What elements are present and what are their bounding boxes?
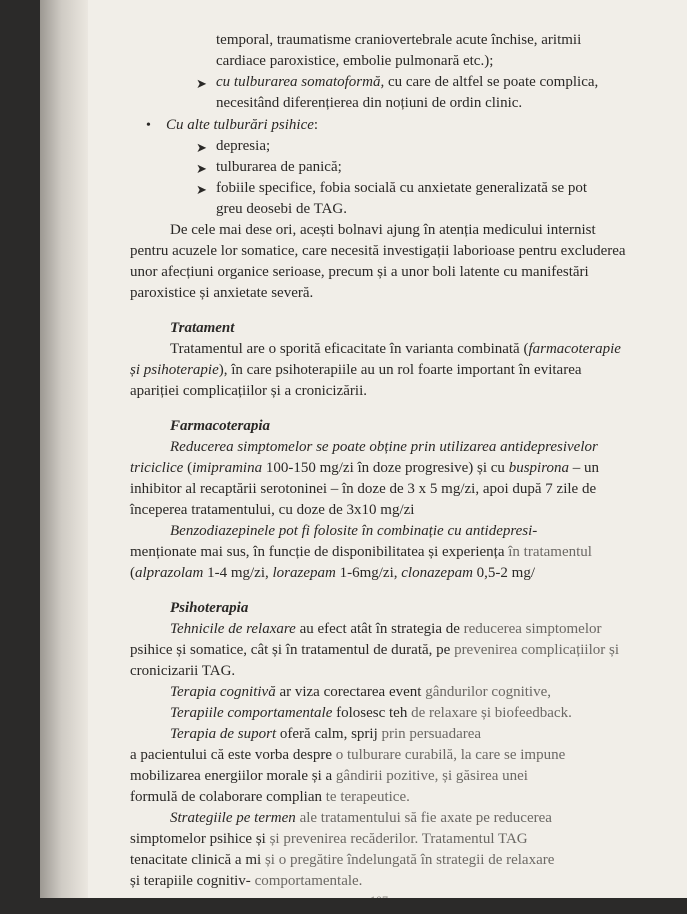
text-line [170,808,552,829]
text-line: cardiace paroxistice, embolie pulmonară etc.); [216,53,494,69]
italic-phrase: alprazolam [135,565,204,581]
italic-phrase: cu tulburarea somatoformă, [216,74,385,90]
text-span: mobilizarea energiilor morale și a [130,768,333,784]
italic-phrase: Strategiile pe termen [170,810,296,826]
list-item: greu deosebi de TAG. [216,201,347,217]
faded-text: prevenirea complicațiilor și [454,642,619,658]
text-span: psihice și somatice, cât și în tratamentul de durată, pe [130,642,451,658]
heading-text: Tratament [170,320,235,336]
text-line: pentru acuzele lor somatice, care necesită investigații laborioase pentru excluderea [130,243,626,259]
faded-text: de relaxare și biofeedback. [411,705,572,721]
text-line: necesitând diferențierea din noțiuni de ordin clinic. [216,95,523,111]
text-line [130,458,599,479]
heading-text: Farmacoterapia [170,418,270,434]
heading-text: Psihoterapia [170,600,249,616]
text-line [130,640,619,661]
text-span: cu care de altfel se poate complica, [387,74,599,90]
text-span: : [313,117,319,133]
text-line [130,542,592,563]
text-line: cronicizarii TAG. [130,663,236,679]
faded-text: prin persuadarea [381,726,482,742]
text-line [216,72,598,93]
list-item: depresia; [216,138,271,154]
italic-phrase: lorazepam [272,565,336,581]
arrow-bullet-icon: ➤ [196,140,207,155]
faded-text: și o pregătire îndelungată în strategii de relaxare [264,852,555,868]
text-span: 1-6mg/zi, [339,565,398,581]
faded-text: comportamentale. [254,873,363,889]
text-span: simptomelor psihice și [130,831,266,847]
text-span: 0,5-2 mg/ [476,565,535,581]
text-line [130,829,528,850]
text-line [170,339,621,360]
text-line [166,115,318,136]
text-line [170,682,551,703]
text-span: menționate mai sus, în funcție de disponibilitatea și experiența [130,544,505,560]
scan-edge [40,898,687,906]
text-line: începerea tratamentului, cu doze de 3x10 mg/zi [130,502,415,518]
text-span: Tratamentul are o sporită eficacitate în varianta combinată ( [170,341,529,357]
text-line [170,724,481,745]
text-line [130,787,410,808]
italic-phrase: și psihoterapie [130,362,219,378]
section-heading [170,416,270,437]
list-item: tulburarea de panică; [216,159,342,175]
text-span: a pacientului că este vorba despre [130,747,332,763]
section-heading [170,598,248,619]
arrow-bullet-icon: ➤ [196,182,207,197]
italic-phrase: Terapia de suport [170,726,277,742]
text-line: apariției complicațiilor și a cronicizării. [130,383,367,399]
italic-phrase: Terapiile comportamentale [170,705,333,721]
text-line [130,745,565,766]
document-page [40,0,687,906]
text-span: și terapiile cognitiv- [130,873,251,889]
faded-text: o tulburare curabilă, la care se impune [335,747,566,763]
italic-phrase: Benzodiazepinele pot fi folosite în combinație cu antidepresi- [170,523,538,539]
faded-text: gândurilor cognitive, [425,684,551,700]
italic-heading: Cu alte tulburări psihice [166,117,314,133]
list-item: fobiile specifice, fobia socială cu anxietate generalizată se pot [216,180,588,196]
section-heading [170,318,234,339]
faded-text: reducerea simptomelor [463,621,602,637]
text-line: temporal, traumatisme craniovertebrale acute închise, aritmii [216,32,582,48]
text-line: unor afecțiuni organice serioase, precum și a unor boli latente cu manifestări [130,264,589,280]
italic-phrase: triciclice [130,460,184,476]
italic-phrase: farmacoterapie [528,341,621,357]
italic-phrase: imipramina [192,460,263,476]
arrow-bullet-icon: ➤ [196,161,207,176]
text-span: ar viza corectarea event [279,684,422,700]
faded-text: gândirii pozitive, și găsirea unei [335,768,528,784]
text-line [130,871,362,892]
faded-text: te terapeutice. [325,789,410,805]
text-line [130,850,554,871]
text-span: au efect atât în strategia de [299,621,460,637]
text-span: 1-4 mg/zi, [207,565,269,581]
italic-phrase: Terapia cognitivă [170,684,276,700]
faded-text: în tratamentul [508,544,592,560]
text-span: ( [130,565,135,581]
text-line: paroxistice și anxietate severă. [130,285,314,301]
text-line [130,766,528,787]
italic-phrase: buspirona [508,460,569,476]
text-line [170,521,537,542]
text-line: inhibitor al recaptării serotoninei – în doze de 3 x 5 mg/zi, apoi după 7 zile de [130,481,597,497]
italic-phrase: Reducerea simptomelor se poate obține prin utilizarea antidepresivelor [170,439,598,455]
text-span: ), în care psihoterapiile au un rol foarte important în evitarea [218,362,582,378]
italic-phrase: clonazepam [401,565,473,581]
arrow-bullet-icon: ➤ [196,76,207,91]
italic-phrase: Tehnicile de relaxare [170,621,296,637]
text-span: – un [572,460,599,476]
text-line [130,360,582,381]
text-line: De cele mai dese ori, acești bolnavi ajung în atenția medicului internist [170,222,596,238]
text-span: 100-150 mg/zi în doze progresive) și cu [265,460,505,476]
faded-text: și prevenirea recăderilor. Tratamentul TAG [269,831,528,847]
page-text [40,0,687,906]
text-span: oferă calm, sprij [279,726,378,742]
text-span: folosesc teh [336,705,408,721]
bullet-dot-icon: • [146,118,151,133]
text-line [170,703,572,724]
text-line [170,437,598,458]
text-line [130,563,535,584]
text-span: formulă de colaborare complian [130,789,322,805]
text-line [170,619,602,640]
text-span: ( [187,460,193,476]
faded-text: ale tratamentului să fie axate pe reducerea [299,810,552,826]
text-span: tenacitate clinică a mi [130,852,262,868]
